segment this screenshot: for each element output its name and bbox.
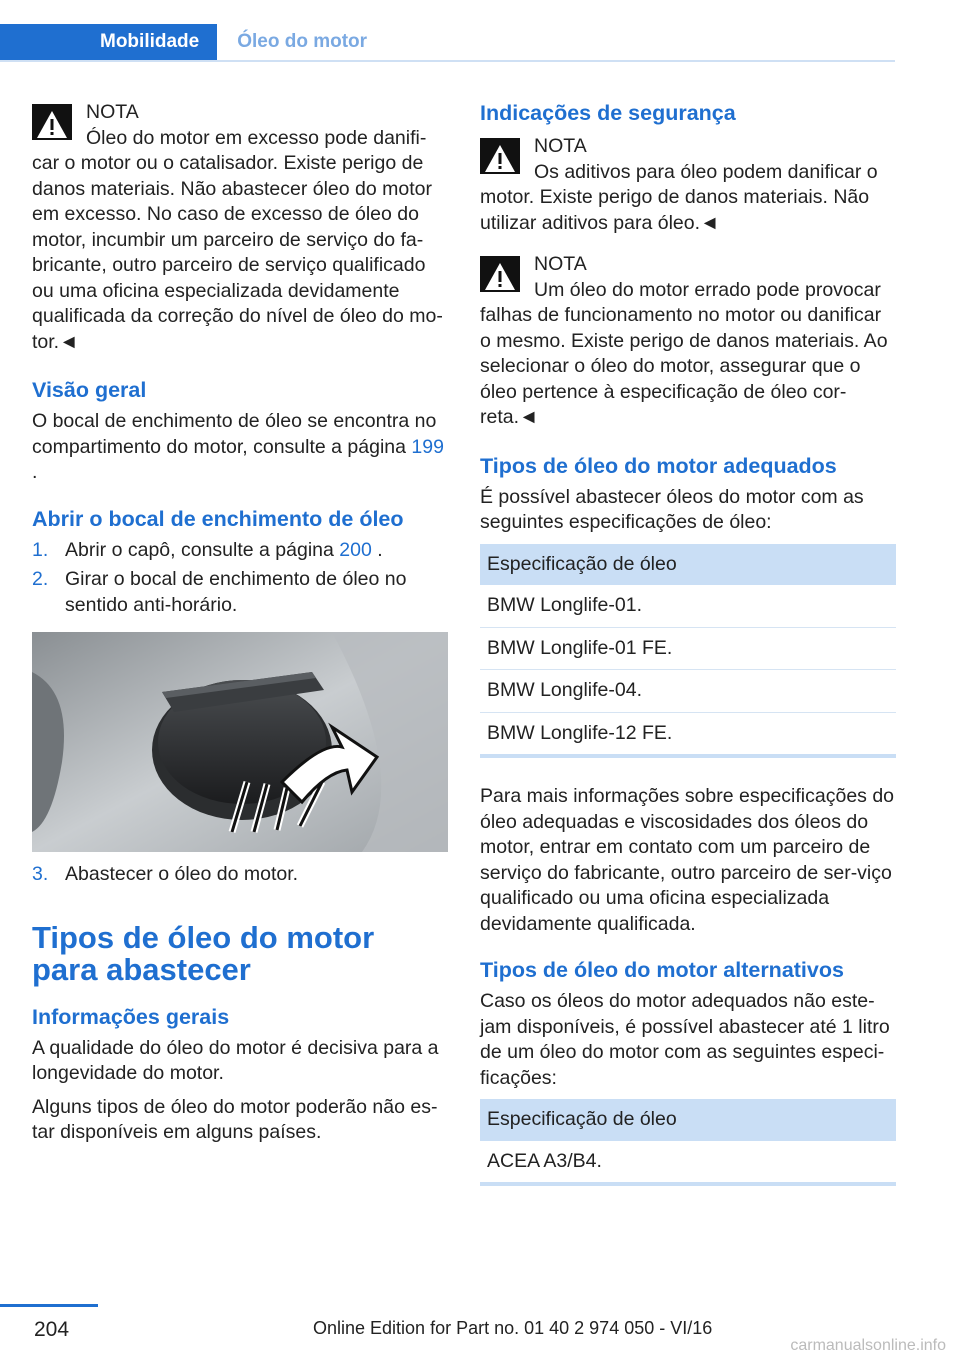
warning-icon bbox=[480, 138, 520, 174]
heading-abrir-bocal: Abrir o bocal de enchimento de óleo bbox=[32, 506, 404, 531]
list-item: 2. Girar o bocal de enchimento de óleo no sentido anti-horário. bbox=[32, 568, 407, 616]
oil-cap-illustration bbox=[32, 632, 448, 852]
heading-tipos-alternativos: Tipos de óleo do motor alternativos bbox=[480, 958, 844, 982]
heading-informacoes-gerais: Informações gerais bbox=[32, 1004, 230, 1029]
note-label: NOTA bbox=[86, 101, 139, 123]
note-text: falhas de funcionamento no motor ou danificar o mesmo. Existe perigo de danos materiais. Ao selecionar o óleo do motor, assegurar que o óleo pertence à especificação de óleo cor-reta.◄ bbox=[480, 304, 888, 428]
warning-icon bbox=[32, 104, 72, 140]
note-label: NOTA bbox=[534, 135, 587, 157]
header-divider bbox=[0, 60, 895, 62]
note-text-first: Óleo do motor em excesso pode danifi- bbox=[86, 126, 427, 149]
page-number: 204 bbox=[34, 1318, 70, 1341]
heading-tipos-adequados: Tipos de óleo do motor adequados bbox=[480, 453, 837, 478]
page-link-199[interactable]: 199 bbox=[411, 435, 444, 458]
table-header: Especificação de óleo bbox=[480, 1099, 896, 1141]
note-text: motor. Existe perigo de danos materiais. Não utilizar aditivos para óleo.◄ bbox=[480, 186, 870, 234]
spec-table-alternativos bbox=[480, 1099, 896, 1186]
table-row: BMW Longlife-01. bbox=[480, 585, 896, 627]
steps-list bbox=[32, 538, 448, 619]
table-row: BMW Longlife-01 FE. bbox=[480, 627, 896, 670]
list-item: 3. Abastecer o óleo do motor. bbox=[32, 863, 299, 885]
paragraph-adequados: É possível abastecer óleos do motor com as seguintes especificações de óleo: bbox=[480, 485, 864, 533]
heading-visao-geral: Visão geral bbox=[32, 378, 147, 402]
table-row: BMW Longlife-04. bbox=[480, 670, 896, 713]
note-text: car o motor ou o catalisador. Existe perigo de danos materiais. Não abastecer óleo do motor em excesso. No caso de excesso de óleo do motor, incumbir um parceiro de serviço do fa-bricante, outro parceiro de serviço qualificado ou uma oficina especializada devidamente qualificada da correção do nível de óleo do mo-tor.◄ bbox=[32, 152, 443, 353]
paragraph-alternativos: Caso os óleos do motor adequados não este-jam disponíveis, é possível abastecer até 1 litro de um óleo do motor com as seguintes especi-ficações: bbox=[480, 990, 890, 1089]
table-row: BMW Longlife-12 FE. bbox=[480, 712, 896, 756]
left-column bbox=[32, 100, 448, 1154]
list-item: 1. Abrir o capô, consulte a página 200 . bbox=[32, 538, 383, 561]
note-text-first: Um óleo do motor errado pode provocar bbox=[534, 278, 881, 301]
note-label: NOTA bbox=[534, 253, 587, 275]
note-additives bbox=[480, 134, 896, 236]
table-header: Especificação de óleo bbox=[480, 544, 896, 586]
paragraph-info-1: A qualidade do óleo do motor é decisiva para a longevidade do motor. bbox=[32, 1036, 439, 1084]
note-excess-oil bbox=[32, 100, 448, 355]
page-link-200[interactable]: 200 bbox=[339, 538, 372, 561]
footer-accent-line bbox=[0, 1304, 98, 1307]
table-row: ACEA A3/B4. bbox=[480, 1141, 896, 1185]
note-text-first: Os aditivos para óleo podem danificar o bbox=[534, 160, 878, 183]
warning-icon bbox=[480, 256, 520, 292]
note-wrong-oil bbox=[480, 252, 896, 431]
spec-table-adequados bbox=[480, 544, 896, 759]
paragraph-mais-info: Para mais informações sobre especificações do óleo adequadas e viscosidades dos óleos do motor, entrar em contato com um parceiro de serviço do fabricante, outro parceiro de ser-viço qualificado ou uma oficina especializada devidamente qualificada. bbox=[480, 785, 895, 935]
heading-indicacoes-seguranca: Indicações de segurança bbox=[480, 101, 736, 125]
right-column bbox=[480, 100, 896, 1202]
tab-mobilidade[interactable]: Mobilidade bbox=[0, 24, 217, 60]
header-tabs bbox=[0, 24, 387, 60]
section-title: Tipos de óleo do motor para abastecer bbox=[32, 919, 375, 987]
watermark: carmanualsonline.info bbox=[790, 1337, 946, 1354]
paragraph-visao-geral: O bocal de enchimento de óleo se encontra no compartimento do motor, consulte a página 199 . bbox=[32, 410, 444, 483]
paragraph-info-2: Alguns tipos de óleo do motor poderão não es-tar disponíveis em alguns países. bbox=[32, 1095, 438, 1143]
edition-text: Online Edition for Part no. 01 40 2 974 050 - VI/16 bbox=[313, 1318, 713, 1338]
tab-oleo-do-motor[interactable]: Óleo do motor bbox=[237, 31, 368, 52]
steps-list-2 bbox=[32, 862, 448, 888]
